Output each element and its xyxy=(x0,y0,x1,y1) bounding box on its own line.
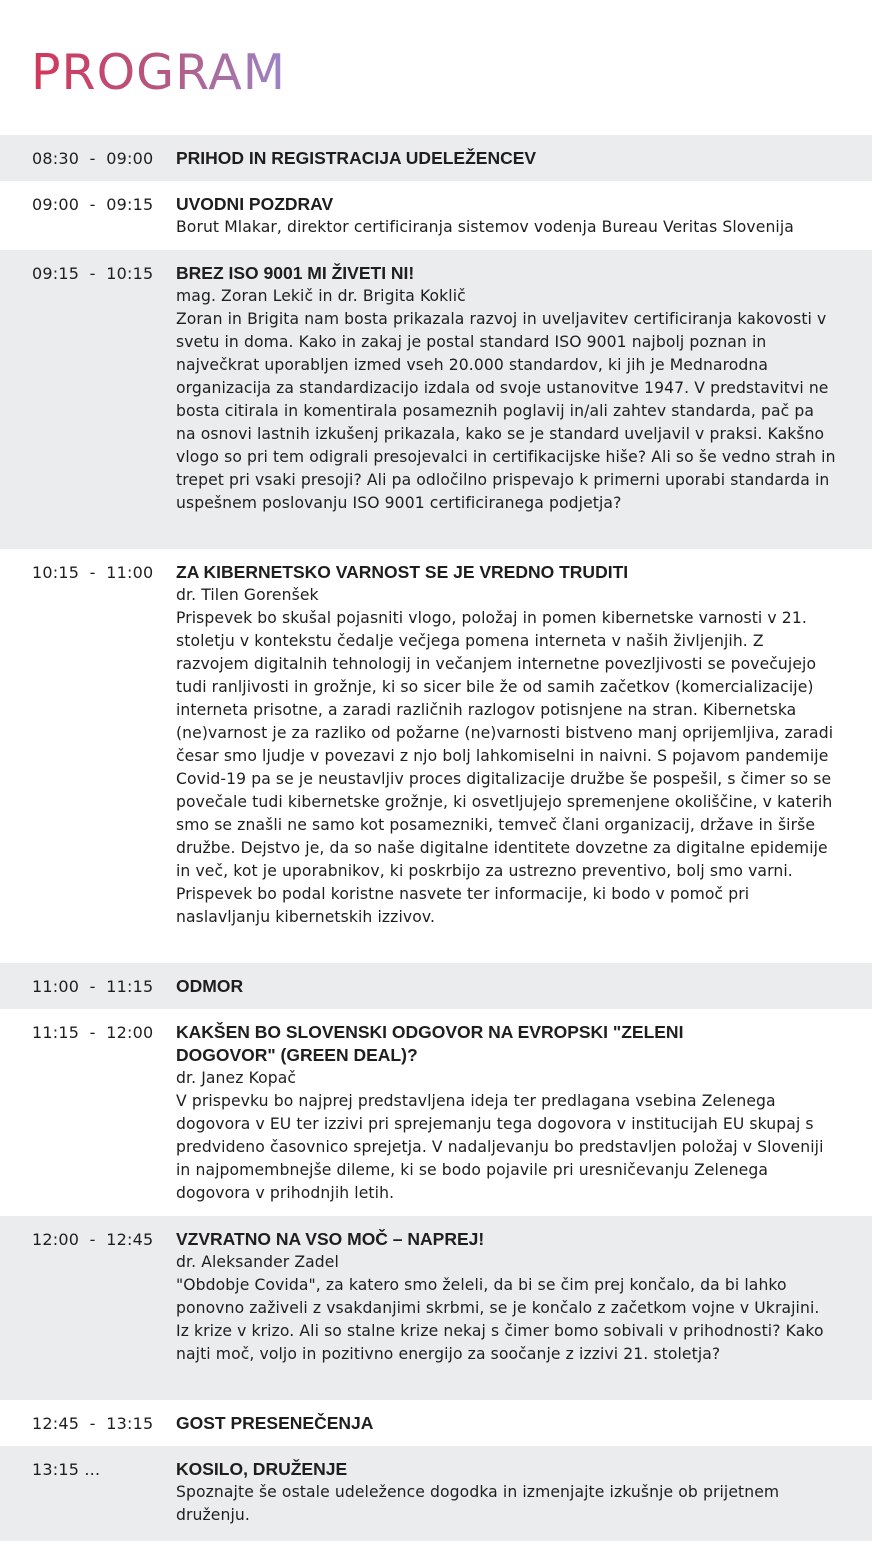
session-speaker: Borut Mlakar, direktor certificiranja sistemov vodenja Bureau Veritas Slovenija xyxy=(176,218,794,236)
program-row xyxy=(0,1446,872,1541)
program-row xyxy=(0,250,872,549)
session-title: ZA KIBERNETSKO VARNOST SE JE VREDNO TRUDITI xyxy=(176,562,629,582)
session-speaker: dr. Janez Kopač xyxy=(176,1069,297,1087)
session-title: VZVRATNO NA VSO MOČ – NAPREJ! xyxy=(176,1229,485,1249)
session-speaker: dr. Tilen Gorenšek xyxy=(176,586,319,604)
session-time: 08:30 - 09:00 xyxy=(32,149,154,168)
session-time: 11:00 - 11:15 xyxy=(32,977,154,996)
session-time: 11:15 - 12:00 xyxy=(32,1023,154,1042)
session-description: V prispevku bo najprej predstavljena ideja ter predlagana vsebina Zelenega dogovora v EU ter izzivi pri sprejemanju tega dogovora v institucijah EU skupaj s predvideno časovnico sprejetja. V nadaljevanju bo predstavljen položaj v Sloveniji in najpomembnejše dileme, ki se bodo pojavile pri uresničevanju Zelenega dogovora v prihodnjih letih. xyxy=(176,1092,824,1202)
session-title: KOSILO, DRUŽENJE xyxy=(176,1459,348,1479)
session-title: ODMOR xyxy=(176,976,244,996)
session-description: "Obdobje Covida", za katero smo želeli, da bi se čim prej končalo, da bi lahko ponovno zaživeli z vsakdanjimi skrbmi, se je končalo z začetkom vojne v Ukrajini. Iz krize v krizo. Ali so stalne krize nekaj s čimer bomo sobivali v prihodnosti? Kako najti moč, voljo in pozitivno energijo za soočanje z izzivi 21. stoletja? xyxy=(176,1276,824,1363)
program-row xyxy=(0,1400,872,1446)
program-row xyxy=(0,1009,872,1216)
session-time: 09:15 - 10:15 xyxy=(32,264,154,283)
program-schedule xyxy=(0,135,872,1541)
session-title: KAKŠEN BO SLOVENSKI ODGOVOR NA EVROPSKI "ZELENI DOGOVOR" (GREEN DEAL)? xyxy=(176,1022,684,1065)
session-time: 12:00 - 12:45 xyxy=(32,1230,154,1249)
program-row xyxy=(0,549,872,963)
session-time: 09:00 - 09:15 xyxy=(32,195,154,214)
session-title: PRIHOD IN REGISTRACIJA UDELEŽENCEV xyxy=(176,148,537,168)
session-description: Zoran in Brigita nam bosta prikazala razvoj in uveljavitev certificiranja kakovosti v svetu in doma. Kako in zakaj je postal standard ISO 9001 najbolj poznan in največkrat uporabljen izmed vseh 20.000 standardov, ki jih je Mednarodna organizacija za standardizacijo izdala od svoje ustanovitve 1947. V predstavitvi ne bosta citirala in komentirala posameznih poglavij in/ali zahtev standarda, pač pa na osnovi lastnih izkušenj prikazala, kako se je standard uveljavil v praksi. Kakšno vlogo so pri tem odigrali presojevalci in certifikacijske hiše? Ali so še vedno strah in trepet pri vsaki presoji? Ali pa odločilno prispevajo k primerni uporabi standarda in uspešnem poslovanju ISO 9001 certificiranega podjetja? xyxy=(176,310,836,512)
page-title: PROGRAM xyxy=(31,44,286,101)
session-description: Prispevek bo skušal pojasniti vlogo, položaj in pomen kibernetske varnosti v 21. stoletju v kontekstu čedalje večjega pomena interneta v naših življenjih. Z razvojem digitalnih tehnologij in večanjem internetne povezljivosti se povečujejo tudi ranljivosti in grožnje, ki so sicer bile že od samih začetkov (komercializacije) interneta prisotne, a zaradi različnih razlogov potisnjene na stran. Kibernetska (ne)varnost je za razliko od požarne (ne)varnosti bistveno manj oprijemljiva, zaradi česar smo ljudje v povezavi z njo bolj lahkomiselni in naivni. S pojavom pandemije Covid-19 pa se je neustavljiv proces digitalizacije družbe še pospešil, s čimer so se povečale tudi kibernetske grožnje, ki osvetljujejo spremenjene okoliščine, v katerih smo se znašli ne samo kot posamezniki, temveč člani organizacij, države in širše družbe. Dejstvo je, da so naše digitalne identitete dovzetne za digitalne epidemije in več, kot je uporabnikov, ki poskrbijo za ustrezno preventivo, bolj smo varni. Prispevek bo podal koristne nasvete ter informacije, ki bodo v pomoč pri naslavljanju kibernetskih izzivov. xyxy=(176,609,834,926)
program-row xyxy=(0,135,872,181)
session-description: Spoznajte še ostale udeležence dogodka in izmenjajte izkušnje ob prijetnem druženju. xyxy=(176,1483,780,1524)
program-row xyxy=(0,181,872,250)
session-time: 10:15 - 11:00 xyxy=(32,563,154,582)
program-row xyxy=(0,963,872,1009)
session-speaker: mag. Zoran Lekič in dr. Brigita Koklič xyxy=(176,287,466,305)
session-speaker: dr. Aleksander Zadel xyxy=(176,1253,339,1271)
session-title: GOST PRESENEČENJA xyxy=(176,1413,374,1433)
session-time: 12:45 - 13:15 xyxy=(32,1414,154,1433)
program-row xyxy=(0,1216,872,1400)
session-time: 13:15 ... xyxy=(32,1460,101,1479)
session-title: UVODNI POZDRAV xyxy=(176,194,334,214)
session-title: BREZ ISO 9001 MI ŽIVETI NI! xyxy=(176,263,415,283)
